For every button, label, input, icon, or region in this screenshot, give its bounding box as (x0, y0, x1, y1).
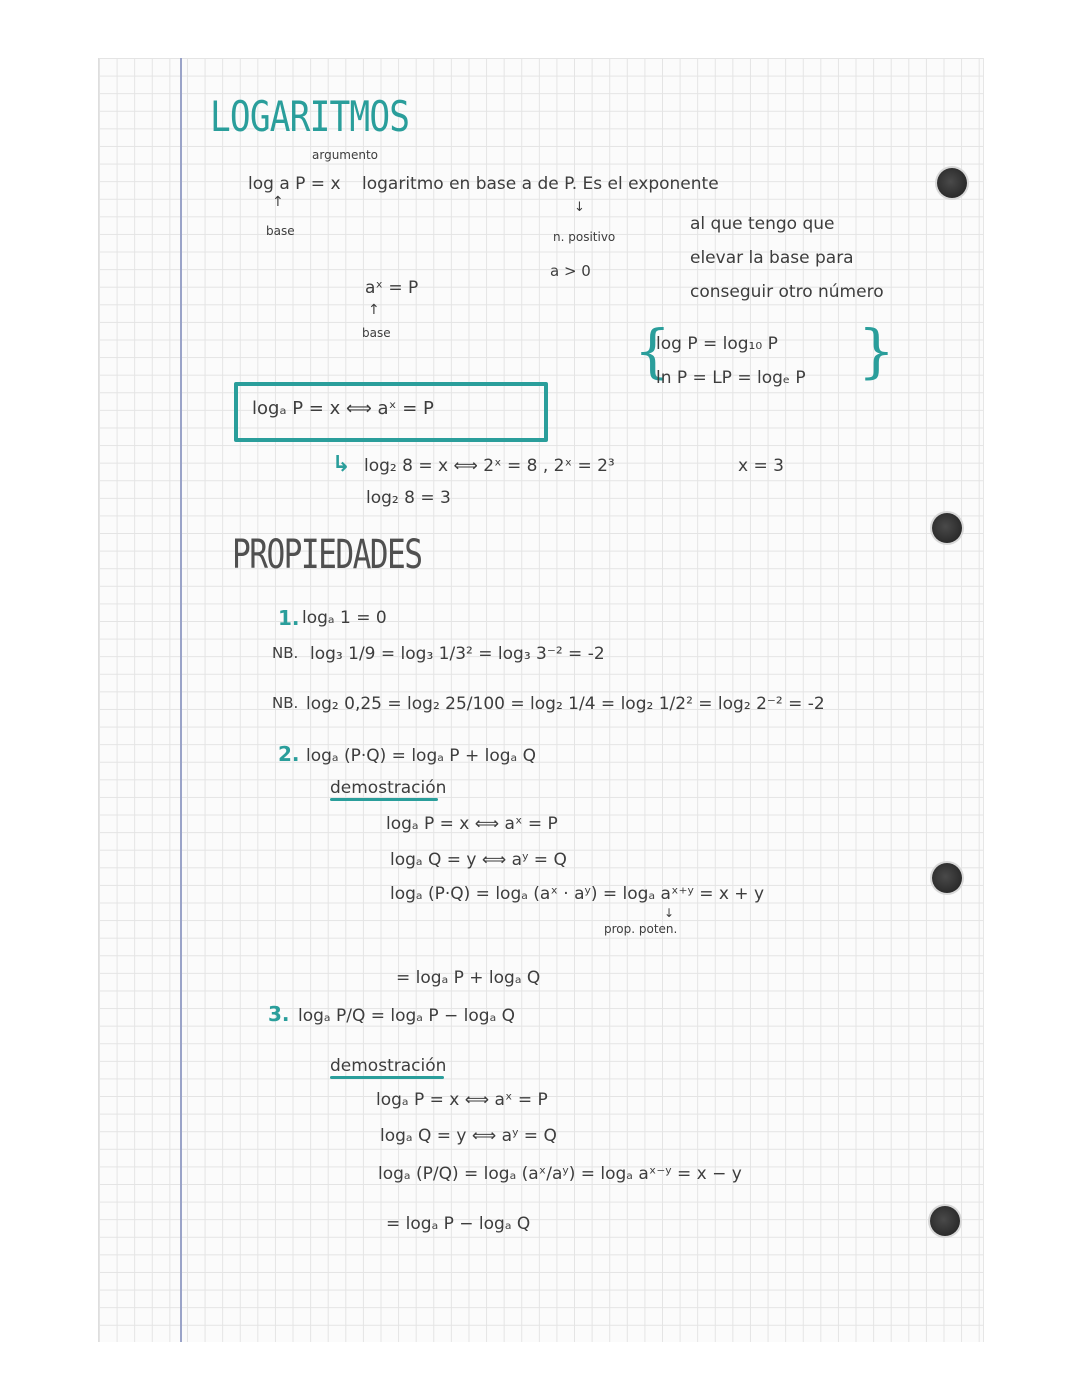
example-line-1: log₂ 8 = x ⟺ 2ˣ = 8 , 2ˣ = 2³ (364, 456, 615, 476)
property-1-example-1: log₃ 1/9 = log₃ 1/3² = log₃ 3⁻² = -2 (310, 644, 605, 664)
return-arrow-icon: ↳ (332, 452, 351, 477)
definition-formula: logₐ P = x ⟺ aˣ = P (252, 398, 434, 419)
example-result: x = 3 (738, 456, 784, 476)
argument-note: argumento (312, 148, 379, 162)
page-title: LOGARITMOS (210, 92, 410, 141)
left-brace-icon: { (634, 317, 671, 385)
intro-text: logaritmo en base a de P. Es el exponente (362, 174, 719, 194)
demo-label: demostración (330, 1056, 447, 1076)
property-2-rule: logₐ (P·Q) = logₐ P + logₐ Q (306, 746, 536, 766)
property-2-demo-4: = logₐ P + logₐ Q (396, 968, 541, 988)
up-arrow-icon: ↑ (272, 194, 284, 210)
common-log: log P = log₁₀ P (656, 334, 778, 354)
explain-line-2: elevar la base para (690, 248, 854, 268)
example-label: NB. (272, 694, 299, 712)
demo-underline (330, 798, 438, 801)
binder-hole (932, 863, 962, 893)
property-2-demo-2: logₐ Q = y ⟺ aʸ = Q (390, 850, 567, 870)
right-brace-icon: } (858, 317, 895, 385)
demo-label: demostración (330, 778, 447, 798)
property-3-demo-1: logₐ P = x ⟺ aˣ = P (376, 1090, 548, 1110)
power-base-note: base (362, 326, 391, 340)
base-note: base (266, 224, 295, 238)
base-condition: a > 0 (550, 262, 591, 280)
explain-line-3: conseguir otro número (690, 282, 884, 302)
binder-hole (932, 513, 962, 543)
natural-log: ln P = LP = logₑ P (656, 368, 806, 388)
demo-underline (330, 1076, 444, 1079)
property-number: 3. (268, 1002, 290, 1026)
property-2-demo-1: logₐ P = x ⟺ aˣ = P (386, 814, 558, 834)
explain-line-1: al que tengo que (690, 214, 835, 234)
positive-note: n. positivo (553, 230, 616, 244)
intro-expression: log a P = x (248, 174, 341, 194)
down-arrow-icon: ↓ (664, 906, 675, 920)
property-3-demo-2: logₐ Q = y ⟺ aʸ = Q (380, 1126, 557, 1146)
property-2-demo-3: logₐ (P·Q) = logₐ (aˣ · aʸ) = logₐ aˣ⁺ʸ = x + y (390, 884, 765, 904)
down-arrow-icon: ↓ (574, 200, 585, 215)
example-line-2: log₂ 8 = 3 (366, 488, 451, 508)
property-1-rule: logₐ 1 = 0 (302, 608, 387, 628)
power-property-note: prop. poten. (604, 922, 678, 936)
property-number: 2. (278, 742, 300, 766)
section-title: PROPIEDADES (232, 532, 422, 578)
power-expression: aˣ = P (365, 278, 419, 298)
example-label: NB. (272, 644, 299, 662)
property-3-demo-4: = logₐ P − logₐ Q (386, 1214, 531, 1234)
property-number: 1. (278, 606, 300, 630)
property-1-example-2: log₂ 0,25 = log₂ 25/100 = log₂ 1/4 = log₂ 1/2² = log₂ 2⁻² = -2 (306, 694, 825, 714)
property-3-demo-3: logₐ (P/Q) = logₐ (aˣ/aʸ) = logₐ aˣ⁻ʸ = x − y (378, 1164, 742, 1184)
binder-hole (937, 168, 967, 198)
margin-line (180, 58, 182, 1342)
property-3-rule: logₐ P/Q = logₐ P − logₐ Q (298, 1006, 516, 1026)
up-arrow-icon: ↑ (368, 302, 380, 318)
binder-hole (930, 1206, 960, 1236)
